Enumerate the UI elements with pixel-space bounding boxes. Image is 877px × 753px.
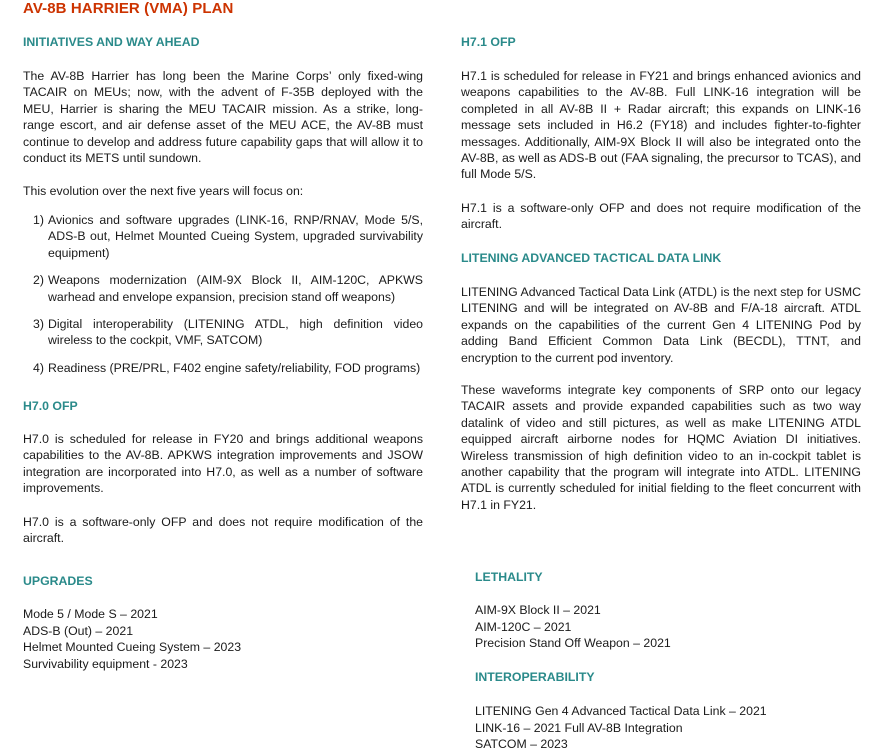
list-item: LITENING Gen 4 Advanced Tactical Data Link – 2021 [475, 704, 767, 718]
upgrades-heading: UPGRADES [23, 574, 93, 588]
lethality-heading: LETHALITY [475, 570, 543, 584]
lethality-list [475, 602, 671, 652]
list-item: LINK-16 – 2021 Full AV-8B Integration [475, 720, 683, 735]
list-item: SATCOM – 2023 [475, 737, 568, 751]
list-item: Mode 5 / Mode S – 2021 [23, 607, 158, 621]
h71-paragraph-1: H7.1 is scheduled for release in FY21 and brings enhanced avionics and weapons capabilities to the AV-8B. Full LINK-16 integration will be completed in all AV-8B II + Radar aircraft; this expands on LINK-16 message sets included in H6.2 (FY18) and includes fighter-to-fighter messages. Additionally, AIM-9X Block II will also be integrated onto the AV-8B, as well as ADS-B out (FAA signaling, the precursor to TCAS), and full Mode 5/S. [461, 69, 861, 182]
litening-paragraph-1: LITENING Advanced Tactical Data Link (ATDL) is the next step for USMC LITENING and will be integrated on AV-8B and F/A-18 aircraft. ATDL expands on the capabilities of the current Gen 4 LITENING Pod by adding Band Efficient Common Data Link (BECDL), TTNT, and encryption to the current pod inventory. [461, 285, 861, 365]
litening-paragraph-2: These waveforms integrate key components of SRP onto our legacy TACAIR assets and provide expanded capabilities such as two way datalink of video and still pictures, as well as make LITENING ATDL equipped aircraft airborne nodes for HQMC Aviation DI initiatives. Wireless transmission of high definition video to an in-cockpit tablet is another capability that the program will integrate into ATDL. LITENING ATDL is currently scheduled for initial fielding to the fleet concurrent with H7.1 in FY21. [461, 383, 861, 512]
h70-paragraph-1: H7.0 is scheduled for release in FY20 and brings additional weapons capabilities to the AV-8B. APKWS integration improvements and JSOW integration are incorporated into H7.0, as well as a number of software improvements. [23, 432, 423, 496]
list-item: AIM-120C – 2021 [475, 619, 572, 634]
list-item: 1) Avionics and software upgrades (LINK-16, RNP/RNAV, Mode 5/S, ADS-B out, Helmet Mounted Cueing System, upgraded survivability equipment) [33, 213, 423, 260]
list-item: Survivability equipment - 2023 [23, 656, 188, 671]
list-item: 4) Readiness (PRE/PRL, F402 engine safety/reliability, FOD programs) [33, 360, 421, 375]
list-item: Helmet Mounted Cueing System – 2023 [23, 640, 242, 654]
list-item: 2) Weapons modernization (AIM-9X Block II, AIM-120C, APKWS warhead and envelope expansion, precision stand off weapons) [33, 273, 423, 304]
initiatives-paragraph-2: This evolution over the next five years will focus on: [23, 184, 304, 198]
litening-heading: LITENING ADVANCED TACTICAL DATA LINK [461, 251, 722, 265]
h70-paragraph-2: H7.0 is a software-only OFP and does not require modification of the aircraft. [23, 515, 423, 546]
initiatives-heading: INITIATIVES AND WAY AHEAD [23, 35, 200, 49]
initiatives-paragraph-1: The AV-8B Harrier has long been the Marine Corps’ only fixed-wing TACAIR on MEUs; now, with the advent of F-35B deployed with the MEU, Harrier is sharing the MEU TACAIR mission. As a strike, long-range escort, and air defense asset of the MEU ACE, the AV-8B must continue to develop and address future capability gaps that will allow it to conduct its METS until sundown. [23, 69, 423, 166]
h71-heading: H7.1 OFP [461, 35, 516, 49]
focus-list [23, 212, 423, 387]
interoperability-list [475, 703, 767, 753]
upgrades-list [23, 606, 241, 672]
interoperability-heading: INTEROPERABILITY [475, 670, 595, 684]
list-item: ADS-B (Out) – 2021 [23, 623, 134, 638]
h71-paragraph-2: H7.1 is a software-only OFP and does not require modification of the aircraft. [461, 201, 861, 232]
list-item: Precision Stand Off Weapon – 2021 [475, 636, 671, 650]
list-item: AIM-9X Block II – 2021 [475, 603, 601, 617]
list-item: 3) Digital interoperability (LITENING ATDL, high definition video wireless to the cockpit, VMF, SATCOM) [33, 317, 423, 348]
page-title: AV-8B HARRIER (VMA) PLAN [23, 0, 234, 17]
h70-heading: H7.0 OFP [23, 399, 78, 413]
